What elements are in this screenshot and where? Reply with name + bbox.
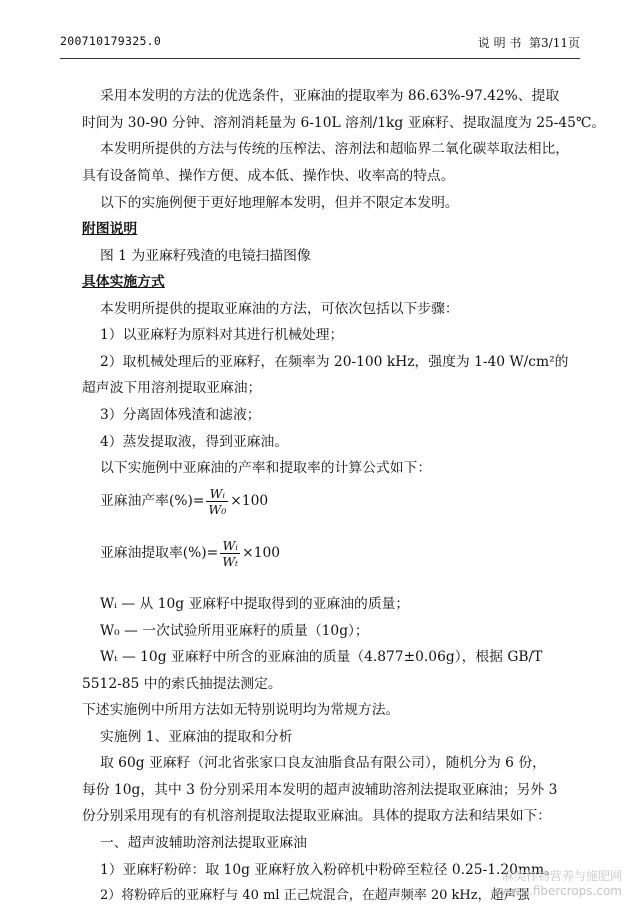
step-2: 2）取机械处理后的亚麻籽，在频率为 20-100 kHz，强度为 1-40 W/cm²的 <box>100 354 569 370</box>
fraction <box>220 538 240 569</box>
document-number: 200710179325.0 <box>60 34 162 48</box>
paragraph-line: 以下的实施例便于更好地理解本发明，但并不限定本发明。 <box>100 195 459 211</box>
paragraph-line: 取 60g 亚麻籽（河北省张家口良友油脂食品有限公司），随机分为 6 份， <box>100 755 546 771</box>
formula-multiplier: ×100 <box>230 493 269 509</box>
denominator: W₀ <box>208 502 227 517</box>
definition-wt-cont: 5512-85 中的索氏抽提法测定。 <box>82 676 282 692</box>
definition-wt: Wₜ — 10g 亚麻籽中所含的亚麻油的质量（4.877±0.06g），根据 GB/T <box>100 649 543 665</box>
formula-yield <box>100 486 268 517</box>
numerator: Wᵢ <box>206 486 228 502</box>
numerator: Wᵢ <box>220 538 240 554</box>
page-header <box>60 34 580 56</box>
step-4: 4）蒸发提取液，得到亚麻油。 <box>100 434 289 450</box>
paragraph-line: 采用本发明的方法的优选条件，亚麻油的提取率为 86.63%-97.42%、提取 <box>100 88 560 104</box>
fraction <box>206 486 228 517</box>
page-info: 第3/11页 <box>529 36 580 50</box>
section-heading-figures: 附图说明 <box>82 221 138 237</box>
definition-wi: Wᵢ — 从 10g 亚麻籽中提取得到的亚麻油的质量； <box>100 596 410 612</box>
section-heading-embodiments: 具体实施方式 <box>82 274 165 290</box>
formula-extraction <box>100 538 280 569</box>
step-1: 1）以亚麻籽为原料对其进行机械处理； <box>100 327 344 343</box>
step-3: 3）分离固体残渣和滤液； <box>100 407 261 423</box>
paragraph-line: 份分别采用现有的有机溶剂提取法提取亚麻油。具体的提取方法和结果如下： <box>82 808 552 824</box>
watermark <box>501 869 622 899</box>
paragraph-line: 本发明所提供的提取亚麻油的方法，可依次包括以下步骤： <box>100 301 459 317</box>
formula-yield-label: 亚麻油产率(%)= <box>100 493 205 509</box>
definition-w0: W₀ — 一次试验所用亚麻籽的质量（10g）； <box>100 623 369 639</box>
watermark-url: www.fibercrops.com <box>500 884 622 898</box>
example-title: 实施例 1、亚麻油的提取和分析 <box>100 729 293 745</box>
substep-2: 2）将粉碎后的亚麻籽与 40 ml 正己烷混合，在超声频率 20 kHz，超声强 <box>100 888 530 903</box>
header-right <box>478 34 580 51</box>
paragraph-line: 时间为 30-90 分钟、溶剂消耗量为 6-10L 溶剂/1kg 亚麻籽、提取温度为 25-45℃。 <box>82 115 606 131</box>
paragraph-line: 具有设备简单、操作方便、成本低、操作快、收率高的特点。 <box>82 168 455 184</box>
section-label: 说 明 书 <box>477 36 522 50</box>
formula-extraction-label: 亚麻油提取率(%)= <box>100 545 219 561</box>
methods-note: 下述实施例中所用方法如无特别说明均为常规方法。 <box>82 702 400 718</box>
paragraph-line: 本发明所提供的方法与传统的压榨法、溶剂法和超临界二氧化碳萃取法相比， <box>100 141 570 157</box>
step-2-cont: 超声波下用溶剂提取亚麻油； <box>82 380 262 396</box>
subsection-title: 一、超声波辅助溶剂法提取亚麻油 <box>100 835 307 851</box>
denominator: Wₜ <box>222 554 239 569</box>
paragraph-line: 每份 10g，其中 3 份分别采用本发明的超声波辅助溶剂法提取亚麻油；另外 3 <box>82 782 558 798</box>
watermark-site-name: 麻类作物营养与施肥网 <box>501 869 622 883</box>
formula-multiplier: ×100 <box>242 545 281 561</box>
figure-caption: 图 1 为亚麻籽残渣的电镜扫描图像 <box>100 248 311 264</box>
formula-intro: 以下实施例中亚麻油的产率和提取率的计算公式如下： <box>100 460 432 476</box>
header-divider <box>60 58 580 59</box>
substep-1: 1）亚麻籽粉碎：取 10g 亚麻籽放入粉碎机中粉碎至粒径 0.25-1.20mm。 <box>100 862 558 878</box>
